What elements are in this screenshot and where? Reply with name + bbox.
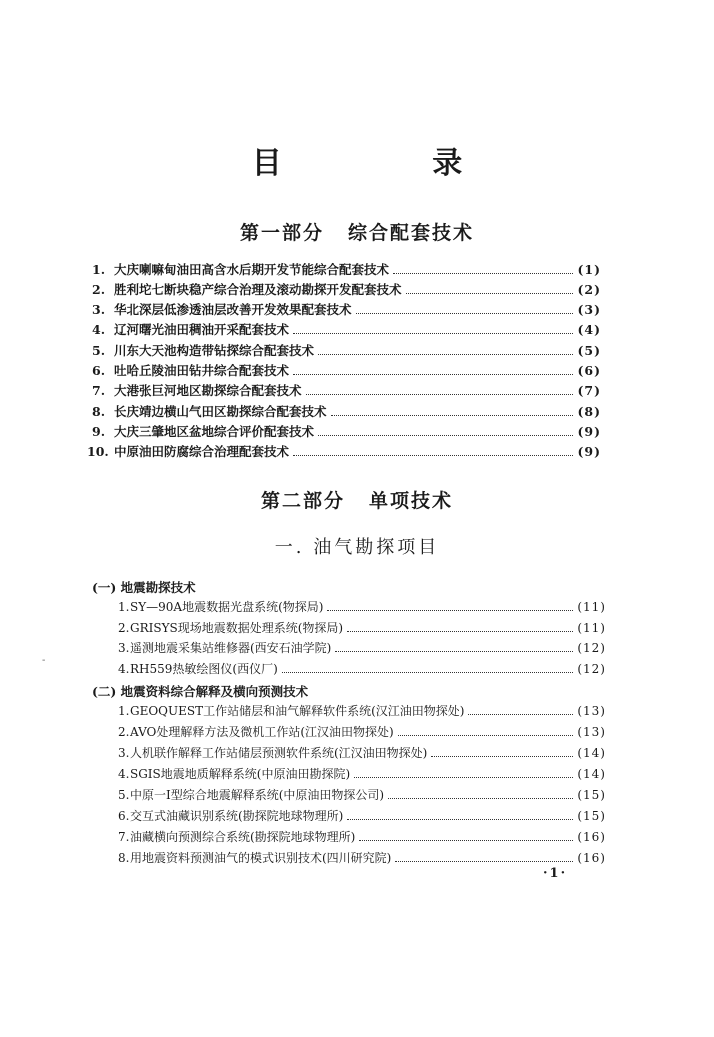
dot-leader — [388, 790, 573, 799]
subsection-seismic-exploration: (一) 地震勘探技术 — [92, 580, 196, 595]
dot-leader — [395, 853, 573, 862]
part2-heading-number: 第二部分 — [260, 490, 345, 512]
toc-entry[interactable]: 9. 大庆三肇地区盆地综合评价配套技术 (9) — [92, 424, 601, 439]
toc-entry[interactable]: 8. 长庆靖边横山气田区勘探综合配套技术 (8) — [92, 404, 601, 419]
toc-entry[interactable]: 4. 辽河曙光油田稠油开采配套技术 (4) — [92, 322, 601, 337]
toc-entry[interactable]: 8. 用地震资料预测油气的模式识别技术(四川研究院) (16) — [118, 851, 606, 865]
stray-mark: - — [42, 655, 46, 666]
toc-entry[interactable]: 3. 华北深层低渗透油层改善开发效果配套技术 (3) — [92, 302, 601, 317]
dot-leader — [406, 284, 574, 294]
part1-heading-title: 综合配套技术 — [348, 222, 475, 244]
dot-leader — [347, 623, 573, 632]
dot-leader — [306, 385, 574, 395]
dot-leader — [347, 811, 573, 820]
dot-leader — [335, 643, 573, 652]
dot-leader — [293, 365, 573, 375]
toc-entry[interactable]: 7. 大港张巨河地区勘探综合配套技术 (7) — [92, 383, 601, 398]
dot-leader — [354, 769, 573, 778]
page-title: 目 录 — [251, 146, 533, 181]
toc-entry[interactable]: 4. RH559热敏绘图仪(西仪厂) (12) — [118, 662, 606, 676]
toc-entry[interactable]: 6. 交互式油藏识别系统(勘探院地球物理所) (15) — [118, 809, 606, 823]
toc-entry[interactable]: 4. SGIS地震地质解释系统(中原油田勘探院) (14) — [118, 767, 606, 781]
toc-entry[interactable]: 6. 吐哈丘陵油田钻井综合配套技术 (6) — [92, 363, 601, 378]
toc-entry[interactable]: 1. 大庆喇嘛甸油田高含水后期开发节能综合配套技术 (1) — [92, 262, 601, 277]
dot-leader — [327, 602, 573, 611]
dot-leader — [468, 706, 573, 715]
part1-heading-number: 第一部分 — [239, 222, 324, 244]
toc-entry[interactable]: 10. 中原油田防腐综合治理配套技术 (9) — [87, 444, 601, 459]
section-heading-exploration: 一. 油气勘探项目 — [274, 537, 440, 558]
toc-entry[interactable]: 5. 川东大天池构造带钻探综合配套技术 (5) — [92, 343, 601, 358]
toc-entry[interactable]: 1. GEOQUEST工作站储层和油气解释软件系统(汉江油田物探处) (13) — [118, 704, 606, 718]
toc-entry[interactable]: 3. 人机联作解释工作站储层预测软件系统(江汉油田物探处) (14) — [118, 746, 606, 760]
dot-leader — [318, 426, 573, 436]
dot-leader — [356, 304, 574, 314]
dot-leader — [318, 345, 573, 355]
dot-leader — [282, 664, 574, 673]
dot-leader — [293, 324, 573, 334]
toc-entry[interactable]: 2. AVO处理解释方法及微机工作站(江汉油田物探处) (13) — [118, 725, 606, 739]
subsection-seismic-interpretation: (二) 地震资料综合解释及横向预测技术 — [92, 684, 309, 699]
dot-leader — [393, 264, 573, 274]
part2-heading — [0, 486, 714, 513]
dot-leader — [398, 727, 574, 736]
toc-entry[interactable]: 3. 遥测地震采集站维修器(西安石油学院) (12) — [118, 641, 606, 655]
toc-entry[interactable]: 2. 胜利坨七断块稳产综合治理及滚动勘探开发配套技术 (2) — [92, 282, 601, 297]
part2-heading-title: 单项技术 — [369, 490, 454, 512]
toc-entry[interactable]: 5. 中原一Ⅰ型综合地震解释系统(中原油田物探公司) (15) — [118, 788, 606, 802]
part1-heading — [0, 218, 714, 245]
page-number: ·1· — [543, 866, 568, 881]
toc-entry[interactable]: 1. SY—90A地震数据光盘系统(物探局) (11) — [118, 600, 606, 614]
dot-leader — [431, 748, 573, 757]
toc-entry[interactable]: 2. GRISYS现场地震数据处理系统(物探局) (11) — [118, 621, 606, 635]
dot-leader — [359, 832, 573, 841]
dot-leader — [331, 406, 574, 416]
toc-entry[interactable]: 7. 油藏横向预测综合系统(勘探院地球物理所) (16) — [118, 830, 606, 844]
dot-leader — [293, 446, 573, 456]
